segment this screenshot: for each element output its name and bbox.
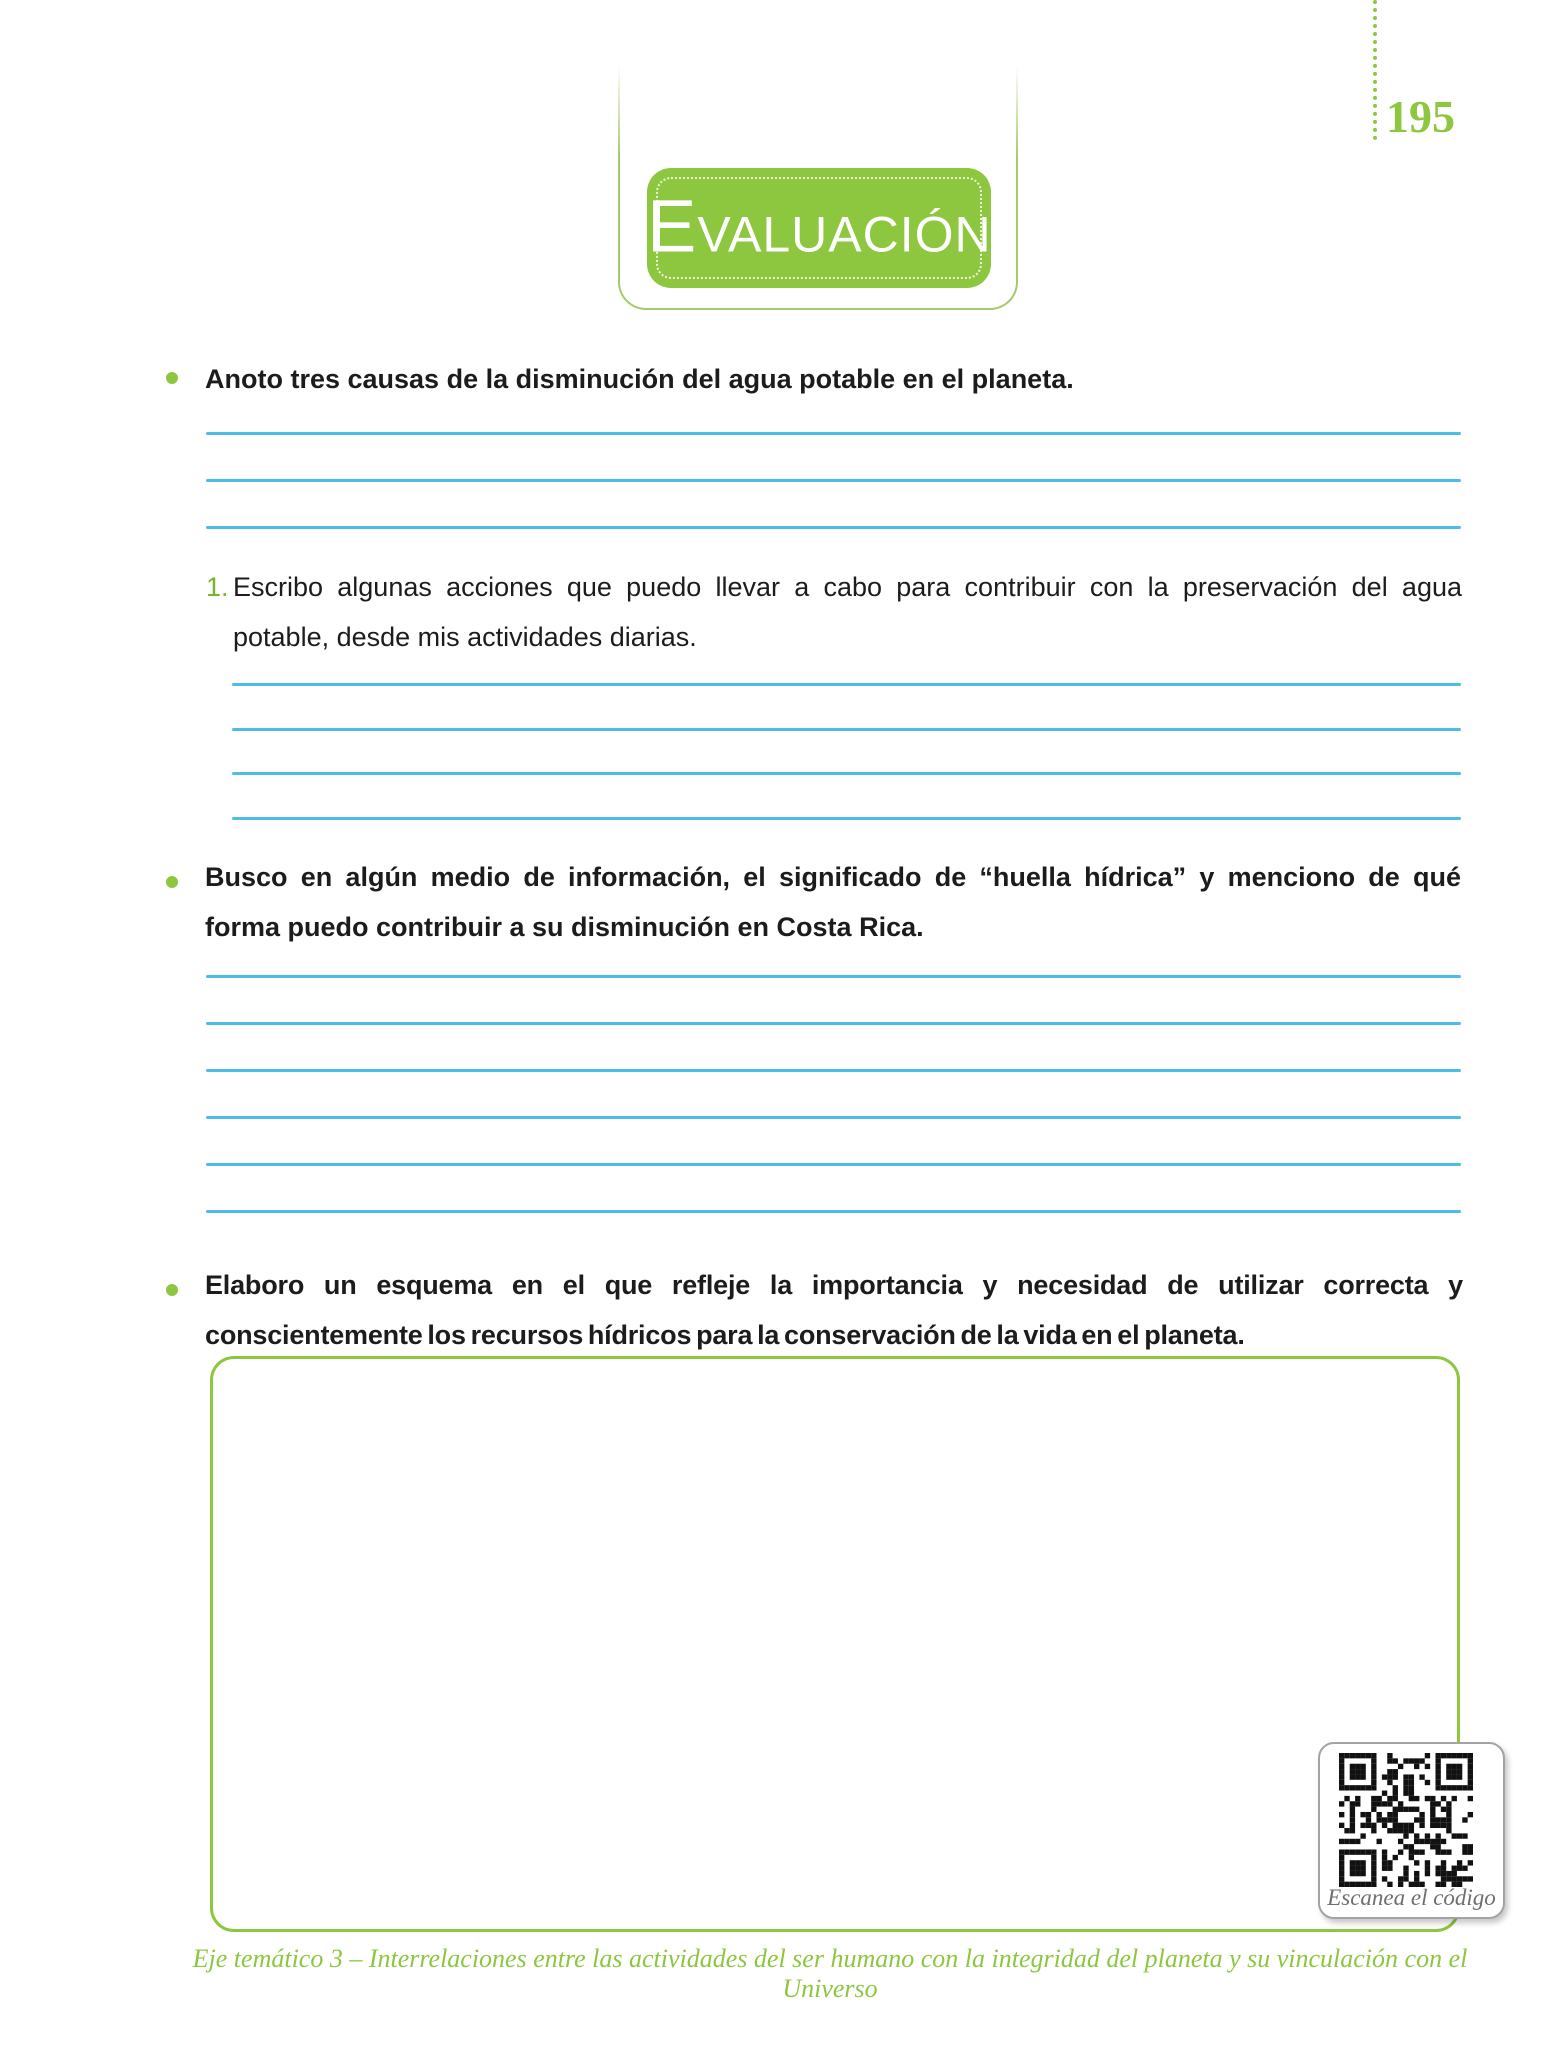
answer-line	[206, 479, 1461, 482]
answer-lines-q3	[206, 975, 1461, 1257]
answer-line	[232, 683, 1461, 686]
page-number: 195	[1386, 91, 1455, 142]
qr-caption: Escanea el código	[1327, 1885, 1496, 1910]
question-text-q1: Anoto tres causas de la disminución del agua potable en el planeta.	[205, 364, 1074, 394]
answer-line	[206, 526, 1461, 529]
title-initial: E	[647, 184, 698, 268]
question-text-q3: Busco en algún medio de información, el significado de “huella hídrica” y menciono de qué forma puedo contribuir a su disminución en Costa Rica.	[205, 862, 1461, 942]
answer-lines-q1	[206, 432, 1461, 573]
answer-line	[206, 1163, 1461, 1166]
answer-line	[232, 772, 1461, 775]
answer-box	[210, 1356, 1460, 1932]
qr-code	[1339, 1753, 1473, 1887]
answer-line	[206, 1069, 1461, 1072]
bullet-icon	[166, 876, 178, 888]
item-number: 1.	[206, 572, 229, 602]
answer-line	[232, 817, 1461, 820]
answer-line	[206, 1116, 1461, 1119]
question-text-q4: Elaboro un esquema en el que refleje la importancia y necesidad de utilizar correcta y conscientemente los recursos hídricos para la conservación de la vida en el planeta.	[205, 1270, 1463, 1350]
bullet-icon	[166, 1284, 178, 1296]
answer-line	[206, 975, 1461, 978]
answer-lines-q2	[232, 683, 1461, 861]
evaluation-title	[647, 184, 992, 268]
question-text-q2: Escribo algunas acciones que puedo llevar a cabo para contribuir con la preservación del agua potable, desde mis actividades diarias.	[233, 572, 1462, 652]
answer-line	[232, 728, 1461, 731]
footer-text: Eje temático 3 – Interrelaciones entre las actividades del ser humano con la integridad del planeta y su vinculación con el Universo	[192, 1944, 1468, 2003]
answer-line	[206, 1210, 1461, 1213]
answer-line	[206, 1022, 1461, 1025]
bullet-icon	[166, 372, 178, 384]
title-rest: VALUACIÓN	[697, 206, 992, 263]
answer-line	[206, 432, 1461, 435]
evaluation-badge	[647, 168, 991, 288]
question-block-q2	[206, 562, 1462, 662]
qr-card	[1318, 1742, 1505, 1919]
page-edge-dotted-line	[1373, 0, 1377, 140]
